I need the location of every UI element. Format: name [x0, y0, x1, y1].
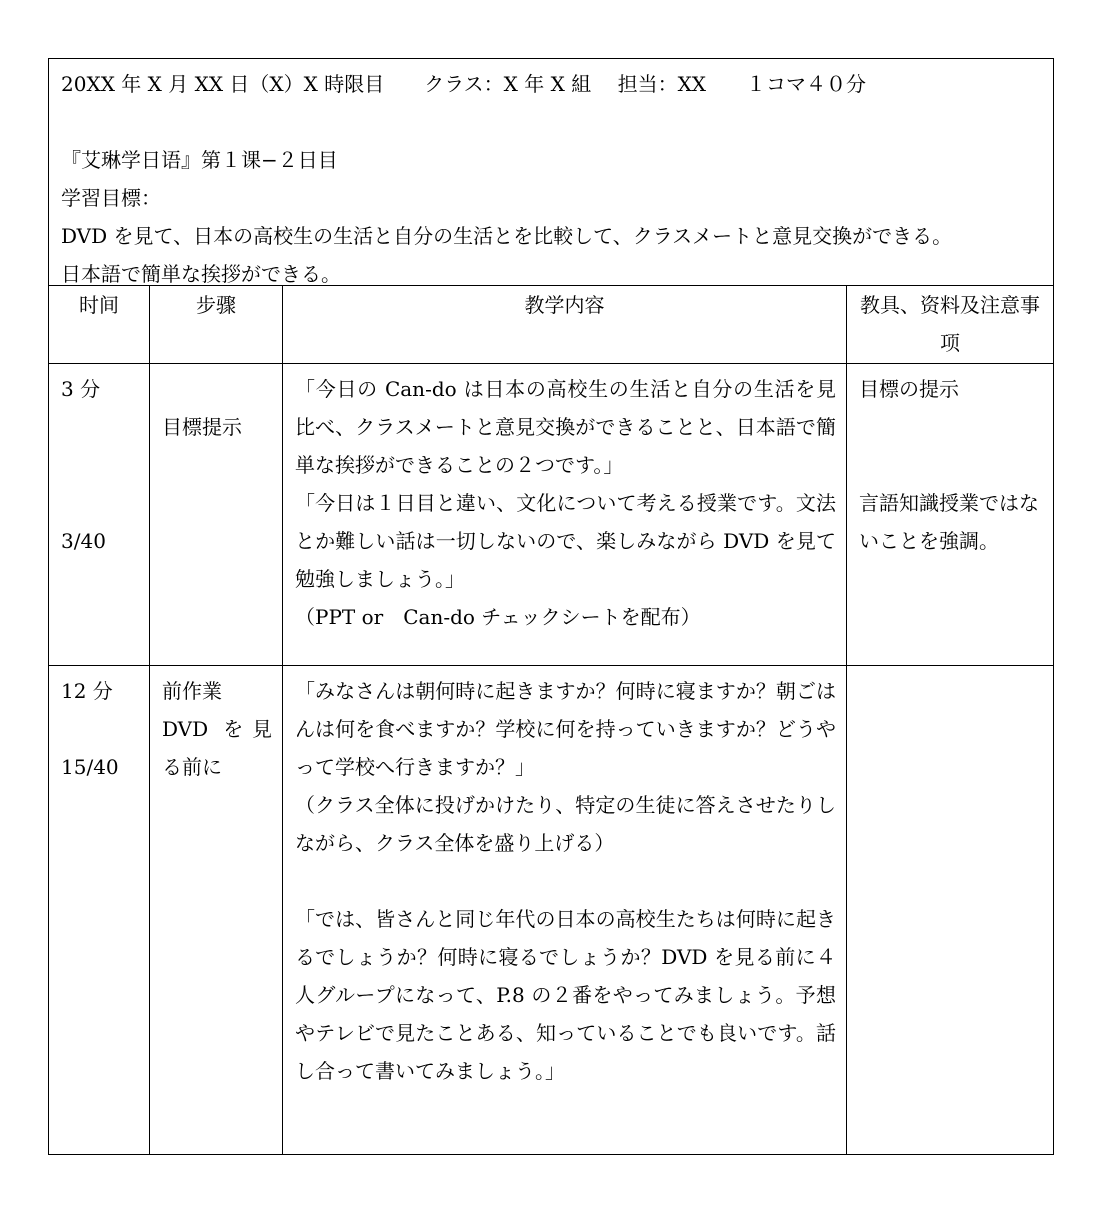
- content-paragraph: 「みなさんは朝何時に起きますか？何時に寝ますか？朝ごはんは何を食べますか？学校に何を持っていきますか？どうやって学校へ行きますか？」: [295, 679, 836, 779]
- content-paragraph: （クラス全体に投げかけたり、特定の生徒に答えさせたりしながら、クラス全体を盛り上げる）: [295, 793, 836, 855]
- time-cell: [49, 364, 150, 665]
- note-text: 目標の提示: [859, 377, 959, 401]
- notes-cell: [847, 364, 1053, 665]
- content-paragraph: 「今日の Can-do は日本の高校生の生活と自分の生活を見比べ、クラスメートと意見交換ができることと、日本語で簡単な挨拶ができることの２つです。」: [295, 377, 836, 477]
- table-row: [49, 666, 1053, 1154]
- step-detail: DVD を見る前に: [162, 717, 272, 779]
- column-header-time: 时间: [49, 286, 150, 363]
- content-paragraph: 「今日は１日目と違い、文化について考える授業です。文法とか難しい話は一切しないので、楽しみながら DVD を見て勉強しましょう。」: [295, 491, 836, 591]
- spacer: [162, 370, 272, 408]
- spacer: [61, 484, 139, 522]
- goal-label: 学習目標：: [61, 186, 161, 210]
- column-header-notes: 教具、资料及注意事项: [860, 293, 1040, 355]
- column-header-content: 教学内容: [283, 286, 847, 363]
- content-cell: [283, 666, 847, 1154]
- table-header-row: [49, 286, 1053, 364]
- table-row: [49, 364, 1053, 666]
- step-label: 前作業: [162, 679, 222, 703]
- lesson-header: [49, 59, 1053, 286]
- time-cumulative: 3/40: [61, 529, 106, 553]
- step-cell: [150, 364, 283, 665]
- time-cell: [49, 666, 150, 1154]
- step-cell: [150, 666, 283, 1154]
- textbook-title: 『艾琳学日语』第１课−２日目: [61, 148, 338, 172]
- goal-2: 日本語で簡単な挨拶ができる。: [61, 262, 341, 286]
- content-paragraph: （PPT or Can-do チェックシートを配布）: [295, 605, 701, 629]
- time-duration: 3 分: [61, 377, 101, 401]
- goal-1: DVD を見て、日本の高校生の生活と自分の生活とを比較して、クラスメートと意見交換ができる。: [61, 224, 953, 248]
- lesson-plan-table: [48, 58, 1054, 1155]
- time-cumulative: 15/40: [61, 755, 119, 779]
- spacer: [61, 710, 139, 748]
- lesson-meta-line: 20XX 年 X 月 XX 日（X）X 時限目 クラス：X 年 X 組 担当：XX １コマ４０分: [61, 72, 867, 96]
- notes-cell: [847, 666, 1053, 1154]
- spacer: [859, 408, 1043, 446]
- step-label: 目標提示: [162, 415, 242, 439]
- spacer: [61, 103, 1041, 141]
- spacer: [61, 408, 139, 446]
- column-header-step: 步骤: [150, 286, 283, 363]
- spacer: [859, 446, 1043, 484]
- spacer: [61, 446, 139, 484]
- note-text: 言語知識授業ではないことを強調。: [859, 491, 1039, 553]
- spacer: [295, 862, 836, 900]
- content-paragraph: 「では、皆さんと同じ年代の日本の高校生たちは何時に起きるでしょうか？何時に寝るでしょうか？DVD を見る前に４人グループになって、P.8 の２番をやってみましょう。予想やテレビで見たことある、知っていることでも良いです。話し合って書いてみましょう。」: [295, 907, 836, 1083]
- content-cell: [283, 364, 847, 665]
- time-duration: 12 分: [61, 679, 113, 703]
